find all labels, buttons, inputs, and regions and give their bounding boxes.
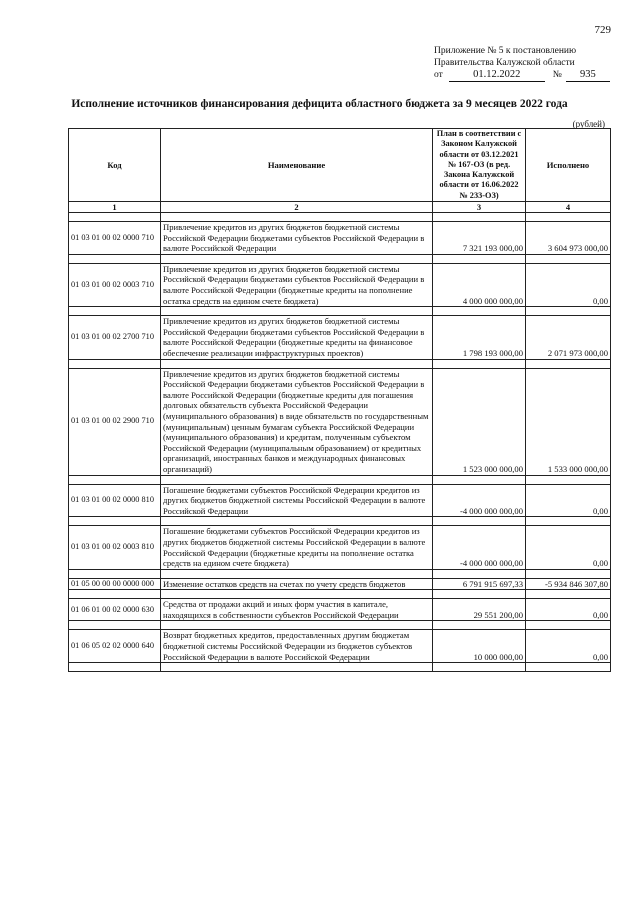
plan-amount-cell: 4 000 000 000,00 [433,263,526,306]
plan-amount-cell: 29 551 200,00 [433,599,526,621]
appendix-block [434,45,624,82]
spacer-cell [526,213,611,222]
plan-amount-cell: -4 000 000 000,00 [433,484,526,517]
document-title: Исполнение источников финансирования дефицита областного бюджета за 9 месяцев 2022 года [71,98,568,110]
executed-amount-cell: 0,00 [526,599,611,621]
header-name: Наименование [161,129,433,202]
spacer-cell [161,254,433,263]
appendix-date-row [434,69,624,82]
table-row [69,222,611,255]
name-cell: Привлечение кредитов из других бюджетов бюджетной системы Российской Федерации бюджетами субъектов Российской Федерации в валюте Российской Федерации (бюджетные кредиты на финансовое обеспечение реализации инфраструктурных проектов) [161,316,433,359]
spacer-cell [69,475,161,484]
executed-amount-cell: 0,00 [526,484,611,517]
code-cell: 01 05 00 00 00 0000 000 [69,578,161,590]
executed-amount-cell: 0,00 [526,263,611,306]
spacer-cell [69,590,161,599]
spacer-cell [69,621,161,630]
spacer-cell [526,254,611,263]
code-cell: 01 06 05 02 02 0000 640 [69,630,161,663]
spacer-cell [161,359,433,368]
plan-amount-cell: 7 321 193 000,00 [433,222,526,255]
code-cell: 01 03 01 00 02 0003 710 [69,263,161,306]
spacer-cell [69,213,161,222]
spacer-cell [433,475,526,484]
spacer-row [69,213,611,222]
spacer-cell [161,517,433,526]
column-number: 4 [526,202,611,213]
column-number: 3 [433,202,526,213]
spacer-cell [526,621,611,630]
name-cell: Средства от продажи акций и иных форм участия в капитале, находящихся в собственности субъектов Российской Федерации [161,599,433,621]
unit-label: (рублей) [572,119,605,129]
financing-sources-table [68,128,611,672]
spacer-cell [526,359,611,368]
name-cell: Привлечение кредитов из других бюджетов бюджетной системы Российской Федерации бюджетами субъектов Российской Федерации в валюте Российской Федерации [161,222,433,255]
executed-amount-cell: 1 533 000 000,00 [526,368,611,475]
spacer-cell [161,590,433,599]
plan-amount-cell: 1 523 000 000,00 [433,368,526,475]
code-cell: 01 03 01 00 02 0003 810 [69,526,161,569]
spacer-cell [161,307,433,316]
spacer-cell [69,663,161,672]
spacer-cell [69,307,161,316]
spacer-cell [433,213,526,222]
table-row [69,630,611,663]
column-number: 1 [69,202,161,213]
code-cell: 01 06 01 00 02 0000 630 [69,599,161,621]
plan-amount-cell: 1 798 193 000,00 [433,316,526,359]
spacer-cell [433,254,526,263]
spacer-cell [69,359,161,368]
code-cell: 01 03 01 00 02 0000 710 [69,222,161,255]
table-row [69,368,611,475]
code-cell: 01 03 01 00 02 2900 710 [69,368,161,475]
name-cell: Возврат бюджетных кредитов, предоставленных другим бюджетам бюджетной системы Российской Федерации из бюджетов субъектов Российской Федерации в валюте Российской Федерации [161,630,433,663]
spacer-cell [161,475,433,484]
page-number: 729 [594,24,611,36]
plan-amount-cell: 6 791 915 697,33 [433,578,526,590]
appendix-line-2: Правительства Калужской области [434,58,575,68]
name-cell: Привлечение кредитов из других бюджетов бюджетной системы Российской Федерации бюджетами субъектов Российской Федерации в валюте Российской Федерации (бюджетные кредиты для погашения долговых обязательств субъекта Российской Федерации (муниципального образования) в виде обязательств по государственным (муниципальным) ценным бумагам субъекта Российской Федерации (муниципального образования) и кредитам, полученным субъектом Российской Федерации (муниципальным образованием) от кредитных организаций, иностранных банков и международных финансовых организаций) [161,368,433,475]
column-numbers-row [69,202,611,213]
spacer-row [69,307,611,316]
spacer-cell [433,569,526,578]
spacer-row [69,254,611,263]
table-row [69,578,611,590]
spacer-row [69,569,611,578]
spacer-cell [433,590,526,599]
spacer-cell [69,254,161,263]
spacer-row [69,517,611,526]
name-cell: Погашение бюджетами субъектов Российской Федерации кредитов из других бюджетов бюджетной системы Российской Федерации в валюте Российской Федерации [161,484,433,517]
spacer-cell [526,517,611,526]
appendix-line-1: Приложение № 5 к постановлению [434,46,577,56]
appendix-from-label: от [434,70,443,80]
plan-amount-cell: 10 000 000,00 [433,630,526,663]
table-row [69,263,611,306]
table-row [69,316,611,359]
spacer-cell [161,663,433,672]
spacer-cell [526,569,611,578]
appendix-number: 935 [566,69,610,82]
executed-amount-cell: 3 604 973 000,00 [526,222,611,255]
spacer-cell [526,590,611,599]
table-row [69,599,611,621]
spacer-cell [433,621,526,630]
table-row [69,484,611,517]
spacer-cell [69,569,161,578]
spacer-cell [433,307,526,316]
spacer-cell [526,663,611,672]
table-header-row [69,129,611,202]
spacer-cell [526,475,611,484]
spacer-cell [526,307,611,316]
appendix-date: 01.12.2022 [449,69,545,82]
executed-amount-cell: 0,00 [526,630,611,663]
code-cell: 01 03 01 00 02 2700 710 [69,316,161,359]
spacer-cell [161,213,433,222]
executed-amount-cell: 2 071 973 000,00 [526,316,611,359]
name-cell: Погашение бюджетами субъектов Российской Федерации кредитов из других бюджетов бюджетной системы Российской Федерации в валюте Российской Федерации (бюджетные кредиты на пополнение остатка средств на едином счете бюджета) [161,526,433,569]
spacer-row [69,663,611,672]
name-cell: Привлечение кредитов из других бюджетов бюджетной системы Российской Федерации бюджетами субъектов Российской Федерации в валюте Российской Федерации (бюджетные кредиты на пополнение остатка средств на едином счете бюджета) [161,263,433,306]
spacer-cell [161,569,433,578]
executed-amount-cell: 0,00 [526,526,611,569]
spacer-row [69,359,611,368]
spacer-row [69,475,611,484]
plan-amount-cell: -4 000 000 000,00 [433,526,526,569]
header-plan: План в соответствии с Законом Калужской области от 03.12.2021 № 167-ОЗ (в ред. Закона Калужской области от 16.06.2022 № 233-ОЗ) [433,129,526,202]
appendix-number-label: № [552,70,562,80]
executed-amount-cell: -5 934 846 307,80 [526,578,611,590]
header-code: Код [69,129,161,202]
table-row [69,526,611,569]
header-executed: Исполнено [526,129,611,202]
code-cell: 01 03 01 00 02 0000 810 [69,484,161,517]
spacer-cell [433,663,526,672]
spacer-row [69,590,611,599]
spacer-cell [433,517,526,526]
column-number: 2 [161,202,433,213]
spacer-cell [161,621,433,630]
spacer-row [69,621,611,630]
spacer-cell [69,517,161,526]
name-cell: Изменение остатков средств на счетах по учету средств бюджетов [161,578,433,590]
spacer-cell [433,359,526,368]
